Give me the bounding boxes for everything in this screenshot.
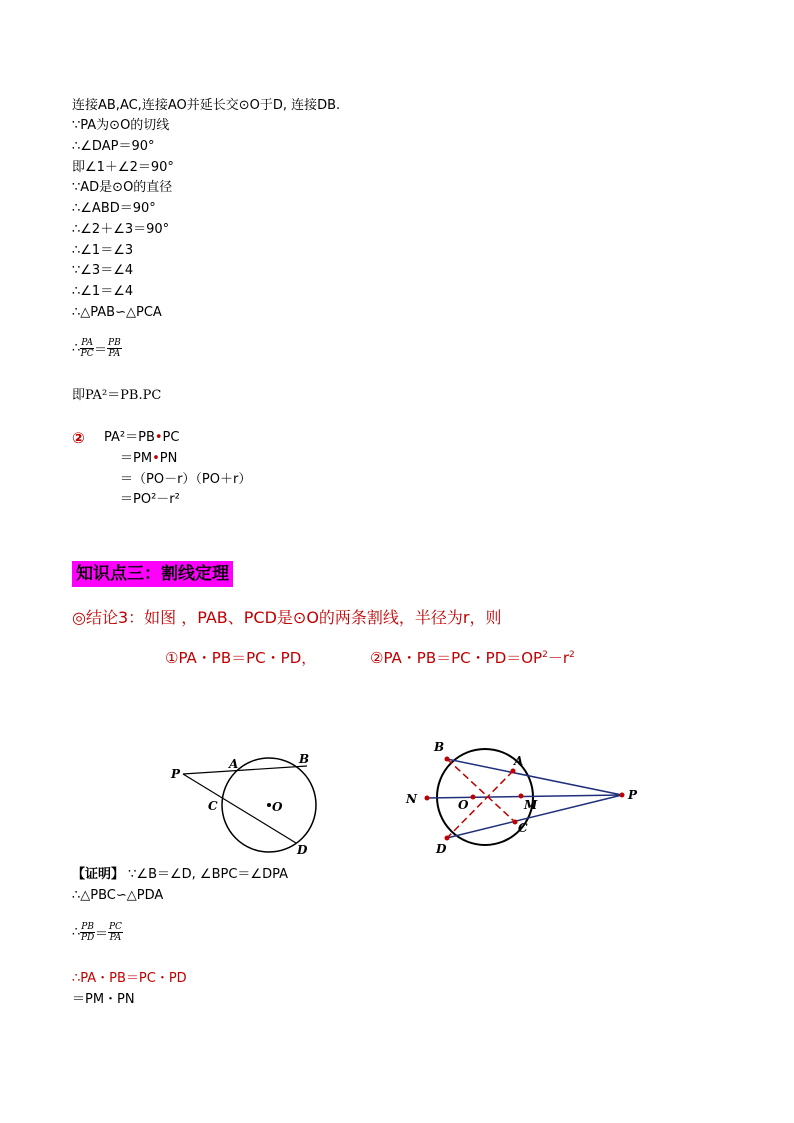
secant-pab <box>447 759 622 795</box>
chord-bc <box>447 759 515 822</box>
chord-ad <box>447 771 513 838</box>
formula-2-main: ②PA・PB＝PC・PD＝OP <box>370 649 543 667</box>
fraction-numerator: PA <box>81 338 94 348</box>
center-point <box>267 803 271 807</box>
therefore-symbol: ∴ <box>72 341 81 356</box>
formula-1: ①PA・PB＝PC・PD， <box>165 649 317 667</box>
part2-line-2-tail: PN <box>159 451 178 466</box>
equals-sign: ＝ <box>94 927 108 942</box>
part2-line-1-tail: PC <box>162 430 180 445</box>
fraction-numerator: PB <box>81 922 94 932</box>
proof2-line-1 <box>72 867 288 883</box>
formula-2 <box>370 647 575 668</box>
fraction-numerator: PC <box>108 922 122 932</box>
proof1-line-7: ∴∠2＋∠3＝90° <box>72 222 170 237</box>
point-m <box>519 794 524 799</box>
proof1-line-11: ∴△PAB∽△PCA <box>72 305 162 320</box>
fraction-pa-pc <box>80 338 94 359</box>
fraction-denominator: PA <box>109 933 122 943</box>
point-a <box>511 769 516 774</box>
point-p <box>620 793 625 798</box>
proof1-line-8: ∴∠1＝∠3 <box>72 243 134 258</box>
proof-label: 【证明】 <box>72 867 125 882</box>
fraction-pc-pa <box>108 922 123 943</box>
proof2-line-3: ∴PA・PB＝PC・PD <box>72 971 187 986</box>
label-c: C <box>518 821 528 835</box>
proof1-line-3: ∴∠DAP＝90° <box>72 139 155 154</box>
fraction-denominator: PD <box>80 933 95 943</box>
label-o: O <box>458 798 469 812</box>
label-a: A <box>514 754 524 768</box>
proof1-line-5: ∵AD是⊙O的直径 <box>72 180 173 195</box>
fraction-denominator: PA <box>108 349 121 359</box>
secant-figure-2 <box>400 735 650 860</box>
part2-line-2-text: ＝PM <box>120 451 153 466</box>
label-o: O <box>272 800 283 814</box>
label-d: D <box>297 843 308 857</box>
part2-marker: ② <box>72 429 85 447</box>
proof2-line-4: ＝PM・PN <box>72 992 135 1007</box>
label-b: B <box>434 740 445 754</box>
therefore-symbol: ∴ <box>72 925 81 940</box>
fraction-pb-pd <box>80 922 95 943</box>
label-p: P <box>171 767 181 781</box>
part2-line-1 <box>104 430 179 446</box>
label-p: P <box>628 788 638 802</box>
proof1-line-4: 即∠1＋∠2＝90° <box>72 160 174 175</box>
equals-sign: ＝ <box>94 343 108 358</box>
section-heading: 知识点三：割线定理 <box>72 561 233 587</box>
proof1-line-12: 即PA²＝PB.PC <box>72 388 162 403</box>
label-a: A <box>229 757 239 771</box>
part2-line-4: ＝PO²－r² <box>120 492 180 507</box>
point-d <box>445 836 450 841</box>
part2-line-1-text: PA²＝PB <box>104 430 155 445</box>
conclusion-3: ◎结论3：如图 ，PAB、PCD是⊙O的两条割线，半径为r，则 <box>72 608 502 627</box>
proof1-line-9: ∵∠3＝∠4 <box>72 263 134 278</box>
proof1-line-10: ∴∠1＝∠4 <box>72 284 134 299</box>
fraction-numerator: PB <box>108 338 121 348</box>
multiply-dot: • <box>152 451 160 466</box>
proof1-line-6: ∴∠ABD＝90° <box>72 201 156 216</box>
secant-figure-1 <box>160 740 340 860</box>
proof2-line-2: ∴△PBC∽△PDA <box>72 888 164 903</box>
fraction-pb-pa <box>107 338 122 359</box>
point-o <box>471 795 476 800</box>
formula-2-mid: －r <box>547 649 570 667</box>
label-m: M <box>524 798 538 812</box>
label-c: C <box>208 799 218 813</box>
fraction-denominator: PC <box>80 349 94 359</box>
formula-2-sup: 2 <box>569 650 575 660</box>
multiply-dot: • <box>154 430 163 445</box>
label-n: N <box>406 792 417 806</box>
proof1-ratio <box>72 338 122 359</box>
formula-2-sup: 2 <box>542 650 548 660</box>
label-d: D <box>436 842 447 856</box>
secant-pab <box>183 766 307 774</box>
proof2-ratio <box>72 922 123 943</box>
label-b: B <box>299 752 310 766</box>
point-b <box>445 757 450 762</box>
point-c <box>513 820 518 825</box>
proof1-line-2: ∵PA为⊙O的切线 <box>72 118 170 133</box>
proof1-line-1: 连接AB,AC,连接AO并延长交⊙O于D, 连接DB. <box>72 98 341 113</box>
point-n <box>425 796 430 801</box>
part2-line-2 <box>120 451 177 467</box>
part2-line-3: ＝（PO－r）（PO＋r） <box>120 472 252 487</box>
proof2-line-1-text: ∵∠B＝∠D, ∠BPC＝∠DPA <box>124 867 288 882</box>
